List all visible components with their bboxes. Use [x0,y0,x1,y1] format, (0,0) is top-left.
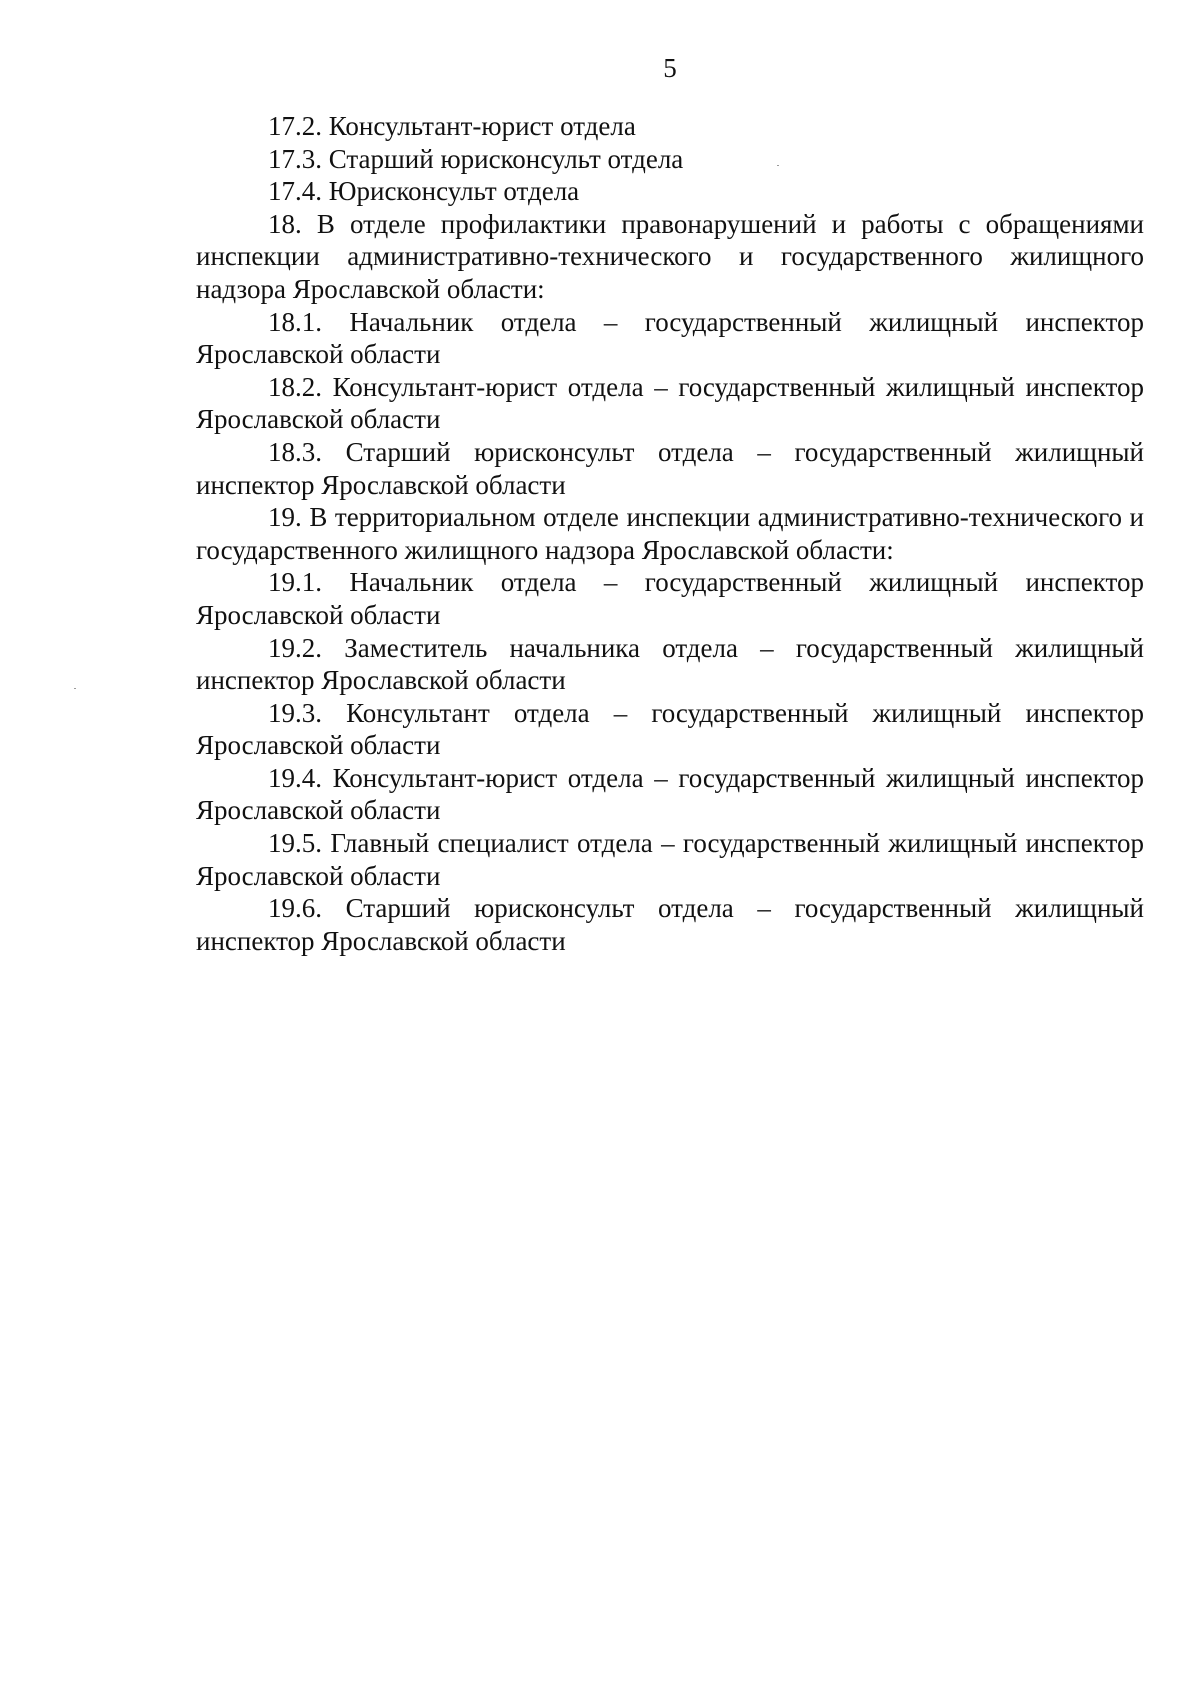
item-19-4: 19.4. Консультант-юрист отдела – государственный жилищный инспектор Ярославской области [196,762,1144,826]
scan-speck [777,165,779,166]
page-number: 5 [663,53,677,83]
scan-speck [74,688,76,689]
item-19-2: 19.2. Заместитель начальника отдела – государственный жилищный инспектор Ярославской области [196,632,1144,696]
item-19-5: 19.5. Главный специалист отдела – государственный жилищный инспектор Ярославской области [196,828,1144,891]
item-18-1: 18.1. Начальник отдела – государственный жилищный инспектор Ярославской области [196,306,1144,370]
item-19-6: 19.6. Старший юрисконсульт отдела – государственный жилищный инспектор Ярославской области [196,893,1144,956]
item-18-3: 18.3. Старший юрисконсульт отдела – государственный жилищный инспектор Ярославской области [196,436,1144,500]
item-19-3: 19.3. Консультант отдела – государственный жилищный инспектор Ярославской области [196,697,1144,761]
document-body [196,110,1144,957]
item-19-1: 19.1. Начальник отдела – государственный жилищный инспектор Ярославской области [196,567,1144,630]
item-18: 18. В отделе профилактики правонарушений и работы с обращениями инспекции административно-технического и государственного жилищного надзора Ярославской области: [196,208,1144,304]
item-17-4: 17.4. Юрисконсульт отдела [268,176,580,207]
item-17-3: 17.3. Старший юрисконсульт отдела [268,143,684,174]
item-18-2: 18.2. Консультант-юрист отдела – государственный жилищный инспектор Ярославской области [196,371,1144,435]
item-19: 19. В территориальном отделе инспекции административно-технического и государственного жилищного надзора Ярославской области: [196,502,1144,565]
item-17-2: 17.2. Консультант-юрист отдела [268,111,636,141]
